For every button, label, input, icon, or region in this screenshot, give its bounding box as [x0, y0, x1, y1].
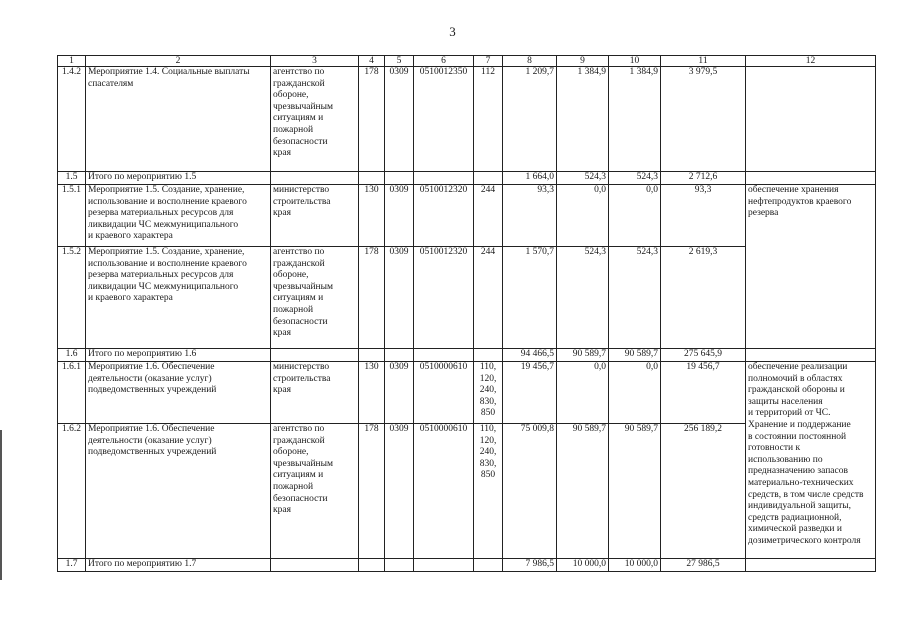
amount-year-1: 1 209,7: [503, 67, 557, 172]
amount-year-3: 10 000,0: [609, 559, 661, 572]
amount-year-2: 524,3: [557, 172, 609, 185]
measure-name: Мероприятие 1.4. Социальные выплаты спасателям: [86, 67, 271, 172]
amount-total: 93,3: [661, 185, 746, 247]
header-cell: 1: [58, 56, 86, 67]
amount-total: 27 986,5: [661, 559, 746, 572]
measure-name: Мероприятие 1.5. Создание, хранение, использование и восполнение краевого резерва материальных ресурсов для ликвидации ЧС межмуниципального и краевого характера: [86, 185, 271, 247]
code-target: 0510012350: [414, 67, 474, 172]
amount-year-1: 94 466,5: [503, 349, 557, 362]
amount-year-3: 90 589,7: [609, 424, 661, 559]
code-section: 0309: [385, 424, 414, 559]
table-row: [58, 362, 876, 424]
amount-total: 3 979,5: [661, 67, 746, 172]
amount-year-3: 90 589,7: [609, 349, 661, 362]
scan-edge-line: [0, 430, 2, 580]
table-row: [58, 185, 876, 247]
total-row: [58, 349, 876, 362]
measure-name: Мероприятие 1.5. Создание, хранение, использование и восполнение краевого резерва материальных ресурсов для ликвидации ЧС межмуниципального и краевого характера: [86, 247, 271, 349]
total-row: [58, 559, 876, 572]
header-cell: 8: [503, 56, 557, 67]
code-grbs: 178: [359, 67, 385, 172]
amount-year-2: 10 000,0: [557, 559, 609, 572]
amount-year-3: 524,3: [609, 247, 661, 349]
row-number: 1.6.2: [58, 424, 86, 559]
amount-year-3: 1 384,9: [609, 67, 661, 172]
code-target: 0510012320: [414, 185, 474, 247]
measure-name: Мероприятие 1.6. Обеспечение деятельности (оказание услуг) подведомственных учреждений: [86, 362, 271, 424]
row-number: 1.5.2: [58, 247, 86, 349]
code-expense: 244: [474, 247, 503, 349]
amount-year-1: 1 570,7: [503, 247, 557, 349]
amount-year-3: 524,3: [609, 172, 661, 185]
executor: агентство по гражданской обороне, чрезвычайным ситуациям и пожарной безопасности края: [271, 424, 359, 559]
header-cell: 5: [385, 56, 414, 67]
amount-year-3: 0,0: [609, 362, 661, 424]
amount-total: 256 189,2: [661, 424, 746, 559]
total-label: Итого по мероприятию 1.5: [86, 172, 271, 185]
code-target: 0510000610: [414, 424, 474, 559]
row-number: 1.7: [58, 559, 86, 572]
code-expense: 112: [474, 67, 503, 172]
total-label: Итого по мероприятию 1.7: [86, 559, 271, 572]
code-section: 0309: [385, 247, 414, 349]
total-label: Итого по мероприятию 1.6: [86, 349, 271, 362]
header-cell: 11: [661, 56, 746, 67]
executor: агентство по гражданской обороне, чрезвычайным ситуациям и пожарной безопасности края: [271, 247, 359, 349]
amount-year-2: 90 589,7: [557, 349, 609, 362]
expected-result: [746, 67, 876, 172]
amount-total: 2 712,6: [661, 172, 746, 185]
header-cell: 10: [609, 56, 661, 67]
amount-year-1: 7 986,5: [503, 559, 557, 572]
amount-year-1: 93,3: [503, 185, 557, 247]
row-number: 1.5: [58, 172, 86, 185]
code-target: 0510012320: [414, 247, 474, 349]
executor: министерство строительства края: [271, 362, 359, 424]
amount-year-2: 0,0: [557, 362, 609, 424]
amount-total: 2 619,3: [661, 247, 746, 349]
code-expense: 110, 120, 240, 830, 850: [474, 424, 503, 559]
amount-year-1: 75 009,8: [503, 424, 557, 559]
code-section: 0309: [385, 362, 414, 424]
code-expense: 110, 120, 240, 830, 850: [474, 362, 503, 424]
code-section: 0309: [385, 185, 414, 247]
header-row: [58, 56, 876, 67]
row-number: 1.5.1: [58, 185, 86, 247]
code-grbs: 178: [359, 424, 385, 559]
amount-year-3: 0,0: [609, 185, 661, 247]
code-section: 0309: [385, 67, 414, 172]
row-number: 1.4.2: [58, 67, 86, 172]
code-expense: 244: [474, 185, 503, 247]
amount-total: 19 456,7: [661, 362, 746, 424]
amount-total: 275 645,9: [661, 349, 746, 362]
table-row: [58, 67, 876, 172]
header-cell: 4: [359, 56, 385, 67]
budget-table: [57, 55, 876, 572]
header-cell: 3: [271, 56, 359, 67]
amount-year-2: 0,0: [557, 185, 609, 247]
header-cell: 12: [746, 56, 876, 67]
header-cell: 2: [86, 56, 271, 67]
row-number: 1.6: [58, 349, 86, 362]
executor: министерство строительства края: [271, 185, 359, 247]
code-grbs: 178: [359, 247, 385, 349]
code-grbs: 130: [359, 362, 385, 424]
measure-name: Мероприятие 1.6. Обеспечение деятельности (оказание услуг) подведомственных учреждений: [86, 424, 271, 559]
row-number: 1.6.1: [58, 362, 86, 424]
amount-year-2: 1 384,9: [557, 67, 609, 172]
code-target: 0510000610: [414, 362, 474, 424]
expected-result: обеспечение хранения нефтепродуктов краевого резерва: [746, 185, 876, 349]
amount-year-2: 524,3: [557, 247, 609, 349]
header-cell: 6: [414, 56, 474, 67]
page-number: 3: [449, 24, 456, 39]
expected-result: обеспечение реализации полномочий в областях гражданской обороны и защиты населения и территорий от ЧС. Хранение и поддержание в состоянии постоянной готовности к использованию по предназначению запасов материально-технических средств, в том числе средств индивидуальной защиты, средств радиационной, химической разведки и дозиметрического контроля: [746, 362, 876, 559]
amount-year-1: 1 664,0: [503, 172, 557, 185]
amount-year-2: 90 589,7: [557, 424, 609, 559]
executor: агентство по гражданской обороне, чрезвычайным ситуациям и пожарной безопасности края: [271, 67, 359, 172]
header-cell: 7: [474, 56, 503, 67]
total-row: [58, 172, 876, 185]
header-cell: 9: [557, 56, 609, 67]
amount-year-1: 19 456,7: [503, 362, 557, 424]
code-grbs: 130: [359, 185, 385, 247]
